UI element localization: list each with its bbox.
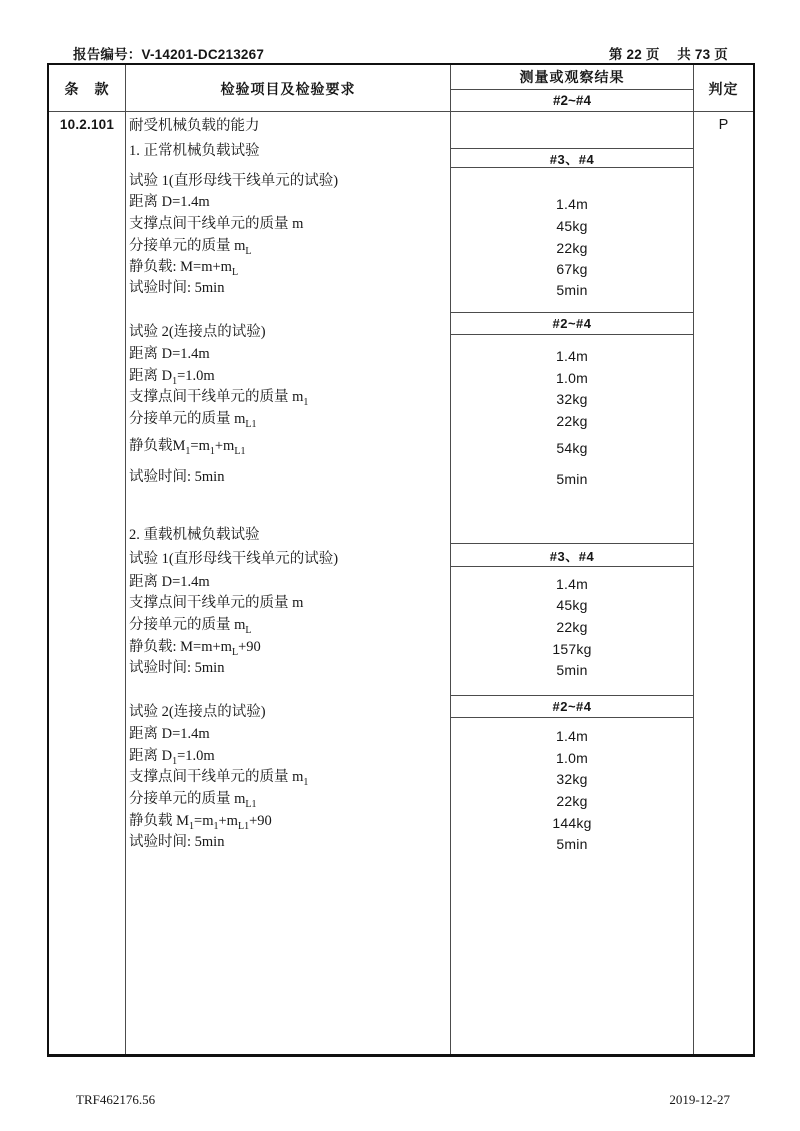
requirement-line: 支撑点间干线单元的质量 m [129, 595, 304, 611]
requirement-line: 试验时间: 5min [129, 834, 225, 850]
result-value: 22kg [556, 413, 588, 429]
col-header-result: 测量或观察结果 [519, 69, 625, 85]
requirement-line: 静负载: $M=m+m_L$ [129, 259, 239, 278]
requirement-line: 距离 $D_1=1.0m$ [129, 368, 215, 387]
result-value: 22kg [556, 793, 588, 809]
requirement-line: 分接单元的质量 $m_L$ [129, 617, 252, 636]
requirement-line: 距离 D=1.4m [129, 194, 210, 210]
result-sample-range: #2~#4 [451, 695, 693, 718]
result-value: 32kg [556, 771, 588, 787]
result-value: 5min [556, 662, 588, 678]
result-value: 22kg [556, 619, 588, 635]
result-value: 1.4m [556, 196, 588, 212]
result-value: 67kg [556, 261, 588, 277]
requirement-line: 试验时间: 5min [129, 469, 225, 485]
result-sample-range: #2~#4 [451, 312, 693, 335]
result-value: 45kg [556, 597, 588, 613]
requirement-line: 试验 1(直形母线干线单元的试验) [129, 173, 339, 189]
col-header-item: 检验项目及检验要求 [220, 80, 356, 97]
requirement-line: 静负载: $M=m+m_L+90$ [129, 639, 261, 658]
requirement-line: 试验时间: 5min [129, 660, 225, 676]
requirement-line: 距离 $D_1=1.0m$ [129, 748, 215, 767]
result-value: 144kg [552, 815, 592, 831]
result-value: 54kg [556, 440, 588, 456]
requirement-line: 试验 2(连接点的试验) [129, 704, 266, 720]
footer-date: 2019-12-27 [669, 1092, 730, 1107]
requirement-line: 2. 重载机械负载试验 [129, 527, 260, 543]
col-header-verdict: 判定 [708, 80, 739, 97]
requirement-line: 支撑点间干线单元的质量 $m_1$ [129, 769, 309, 788]
result-value: 1.0m [556, 370, 588, 386]
verdict-value: P [718, 117, 729, 133]
column-divider-clause [125, 65, 126, 1054]
requirement-line: 静负载$M_1=m_1+m_{L1}$ [129, 438, 246, 457]
inspection-table [47, 63, 755, 1057]
page-header [0, 43, 800, 61]
requirement-line: 距离 D=1.4m [129, 346, 210, 362]
result-value: 157kg [552, 641, 592, 657]
result-value: 1.0m [556, 750, 588, 766]
page-indicator: 第 22 页 共 73 页 [608, 47, 728, 62]
result-value: 1.4m [556, 728, 588, 744]
col-header-clause: 条 款 [64, 80, 110, 97]
requirement-line: 分接单元的质量 $m_{L1}$ [129, 411, 257, 430]
requirement-line: 1. 正常机械负载试验 [129, 143, 260, 159]
page-footer [0, 1092, 800, 1110]
requirement-line: 试验时间: 5min [129, 280, 225, 296]
result-value: 1.4m [556, 576, 588, 592]
result-value: 5min [556, 471, 588, 487]
result-value: 1.4m [556, 348, 588, 364]
result-value: 5min [556, 282, 588, 298]
requirement-line: 距离 D=1.4m [129, 726, 210, 742]
result-value: 5min [556, 836, 588, 852]
result-sample-range: #3、#4 [451, 148, 693, 168]
result-value: 22kg [556, 240, 588, 256]
result-sample-range: #3、#4 [451, 543, 693, 567]
report-number: 报告编号：V-14201-DC213267 [73, 47, 265, 62]
footer-doc-code: TRF462176.56 [76, 1092, 156, 1107]
requirement-line: 分接单元的质量 $m_{L1}$ [129, 791, 257, 810]
col-header-result-range: #2~#4 [553, 93, 591, 108]
requirement-line: 支撑点间干线单元的质量 m [129, 216, 304, 232]
requirement-line: 静负载 $M_1=m_1+m_{L1}+90$ [129, 813, 272, 832]
requirement-line: 距离 D=1.4m [129, 574, 210, 590]
result-value: 32kg [556, 391, 588, 407]
table-header-row [49, 65, 753, 112]
requirement-line: 试验 1(直形母线干线单元的试验) [129, 551, 339, 567]
requirement-line: 分接单元的质量 $m_L$ [129, 238, 252, 257]
requirement-line: 支撑点间干线单元的质量 $m_1$ [129, 389, 309, 408]
column-divider-verdict [693, 65, 694, 1054]
requirement-line: 耐受机械负载的能力 [129, 118, 260, 134]
requirement-line: 试验 2(连接点的试验) [129, 324, 266, 340]
result-value: 45kg [556, 218, 588, 234]
clause-number: 10.2.101 [59, 117, 115, 132]
table-grid [49, 65, 753, 1054]
